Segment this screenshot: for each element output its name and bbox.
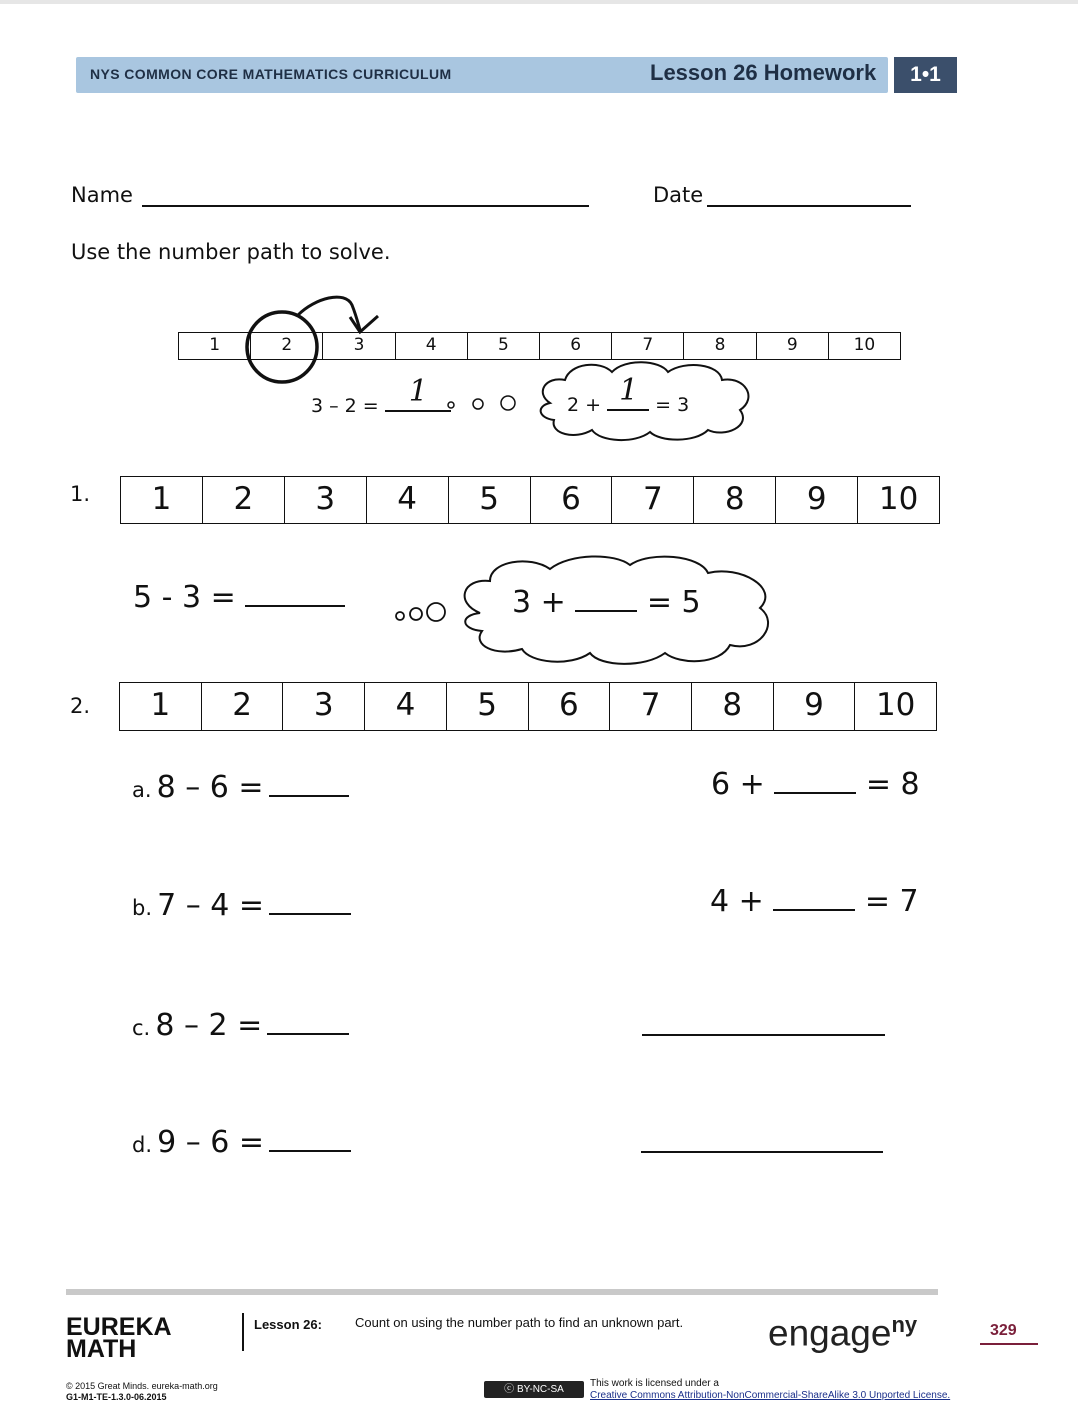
path-cell: 7 <box>610 683 692 730</box>
problem-1-thought-line[interactable] <box>575 610 637 612</box>
example-answer: 1 <box>408 374 428 409</box>
problem-2d-addition-line[interactable] <box>641 1151 883 1153</box>
problem-1-thought-right: = 5 <box>646 585 701 620</box>
circle-mark <box>247 312 317 382</box>
problem-1-thought-left: 3 + <box>512 585 566 620</box>
path-cell: 4 <box>396 333 468 359</box>
path-cell: 5 <box>447 683 529 730</box>
license-link[interactable]: Creative Commons Attribution-NonCommercial-ShareAlike 3.0 Unported License. <box>590 1390 951 1401</box>
problem-2c <box>132 1008 349 1043</box>
path-cell: 8 <box>684 333 756 359</box>
path-cell: 7 <box>612 333 684 359</box>
path-cell: 5 <box>449 477 531 523</box>
path-cell: 8 <box>692 683 774 730</box>
path-cell: 3 <box>323 333 395 359</box>
path-cell: 6 <box>529 683 611 730</box>
lesson-title: Lesson 26 Homework <box>650 60 877 85</box>
example-thought-right: = 3 <box>655 394 690 416</box>
date-label: Date <box>653 183 704 207</box>
instructions: Use the number path to solve. <box>71 240 391 264</box>
license-text: This work is licensed under a <box>590 1378 719 1389</box>
problem-1-number-path <box>120 476 940 524</box>
date-field[interactable] <box>707 205 911 207</box>
part-answer-line[interactable] <box>269 795 349 797</box>
page-number-underline <box>980 1343 1038 1345</box>
example-answer-line <box>385 374 451 412</box>
problem-1-number: 1. <box>70 482 91 506</box>
path-cell: 6 <box>531 477 613 523</box>
part-letter: c. <box>132 1016 151 1040</box>
example-equation-text: 3 – 2 = <box>311 395 379 417</box>
path-cell: 10 <box>878 481 919 517</box>
curriculum-title: NYS COMMON CORE MATHEMATICS CURRICULUM <box>90 66 452 82</box>
part-letter: a. <box>132 778 152 802</box>
document-code: G1-M1-TE-1.3.0-06.2015 <box>66 1392 167 1402</box>
part-equation: 8 – 6 = <box>156 770 264 805</box>
name-field[interactable] <box>142 205 589 207</box>
path-cell: 4 <box>365 683 447 730</box>
problem-2b-addition <box>710 884 919 919</box>
example-thought-equation <box>567 373 690 416</box>
arrow-head <box>350 316 378 332</box>
addition-answer-line[interactable] <box>773 909 855 911</box>
engage-sup: ny <box>891 1312 918 1337</box>
footer-rule <box>66 1289 938 1295</box>
example-thought-left: 2 + <box>567 394 602 416</box>
engageny-logo <box>768 1312 917 1354</box>
path-cell: 2 <box>202 683 284 730</box>
addition-right: = 8 <box>865 767 920 802</box>
example-thought-line <box>607 373 649 411</box>
path-cell: 3 <box>285 477 367 523</box>
problem-2c-addition-line[interactable] <box>642 1034 885 1036</box>
footer-lesson-desc: Count on using the number path to find an unknown part. <box>355 1315 684 1330</box>
path-cell: 7 <box>612 477 694 523</box>
problem-2a-addition <box>711 767 920 802</box>
path-cell: 5 <box>468 333 540 359</box>
path-cell: 2 <box>251 333 323 359</box>
path-cell: 10 <box>875 687 916 723</box>
addition-right: = 7 <box>864 884 919 919</box>
problem-1-answer-line[interactable] <box>245 605 345 607</box>
addition-left: 6 + <box>711 767 765 802</box>
part-letter: d. <box>132 1133 153 1157</box>
problem-2a <box>132 770 349 805</box>
problem-2-number: 2. <box>70 694 91 718</box>
path-cell: 6 <box>540 333 612 359</box>
part-answer-line[interactable] <box>269 1150 351 1152</box>
eureka-math-logo <box>66 1313 172 1363</box>
name-label: Name <box>71 183 133 207</box>
addition-answer-line[interactable] <box>774 792 856 794</box>
problem-1-equation-text: 5 - 3 = <box>133 580 236 615</box>
path-cell: 9 <box>776 477 858 523</box>
logo-line-1: EUREKA <box>66 1313 172 1341</box>
part-equation: 8 – 2 = <box>155 1008 263 1043</box>
part-answer-line[interactable] <box>269 913 351 915</box>
example-thought-answer: 1 <box>619 373 639 408</box>
cc-icon: ⓒ <box>504 1384 515 1395</box>
engage-text: engage <box>768 1312 892 1354</box>
cc-badge-text: BY-NC-SA <box>516 1384 564 1395</box>
page-number: 329 <box>990 1322 1017 1339</box>
path-cell: 8 <box>694 477 776 523</box>
part-letter: b. <box>132 896 153 920</box>
part-answer-line[interactable] <box>267 1033 349 1035</box>
part-equation: 9 – 6 = <box>157 1125 265 1160</box>
hop-annotation <box>240 290 400 390</box>
addition-left: 4 + <box>710 884 764 919</box>
path-cell: 9 <box>757 333 829 359</box>
path-cell: 2 <box>203 477 285 523</box>
problem-1-equation <box>133 580 345 615</box>
path-cell: 3 <box>283 683 365 730</box>
path-cell: 9 <box>774 683 856 730</box>
thought-dots <box>393 595 455 625</box>
copyright: © 2015 Great Minds. eureka-math.org <box>66 1381 218 1391</box>
path-cell: 1 <box>179 333 251 359</box>
logo-line-2: MATH <box>66 1335 137 1363</box>
cc-license-badge <box>484 1381 584 1398</box>
problem-1-thought-equation <box>512 585 701 620</box>
problem-2d <box>132 1125 351 1160</box>
thought-dots <box>445 385 540 425</box>
path-cell: 1 <box>120 683 202 730</box>
problem-2b <box>132 888 351 923</box>
path-cell: 4 <box>367 477 449 523</box>
path-cell: 1 <box>121 477 203 523</box>
path-cell: 10 <box>853 335 876 355</box>
module-badge: 1•1 <box>894 57 957 93</box>
top-border <box>0 0 1078 4</box>
footer-divider <box>242 1313 244 1351</box>
example-equation <box>311 374 451 417</box>
part-equation: 7 – 4 = <box>157 888 265 923</box>
footer-lesson-label: Lesson 26: <box>254 1317 322 1332</box>
problem-2-number-path <box>119 682 937 731</box>
